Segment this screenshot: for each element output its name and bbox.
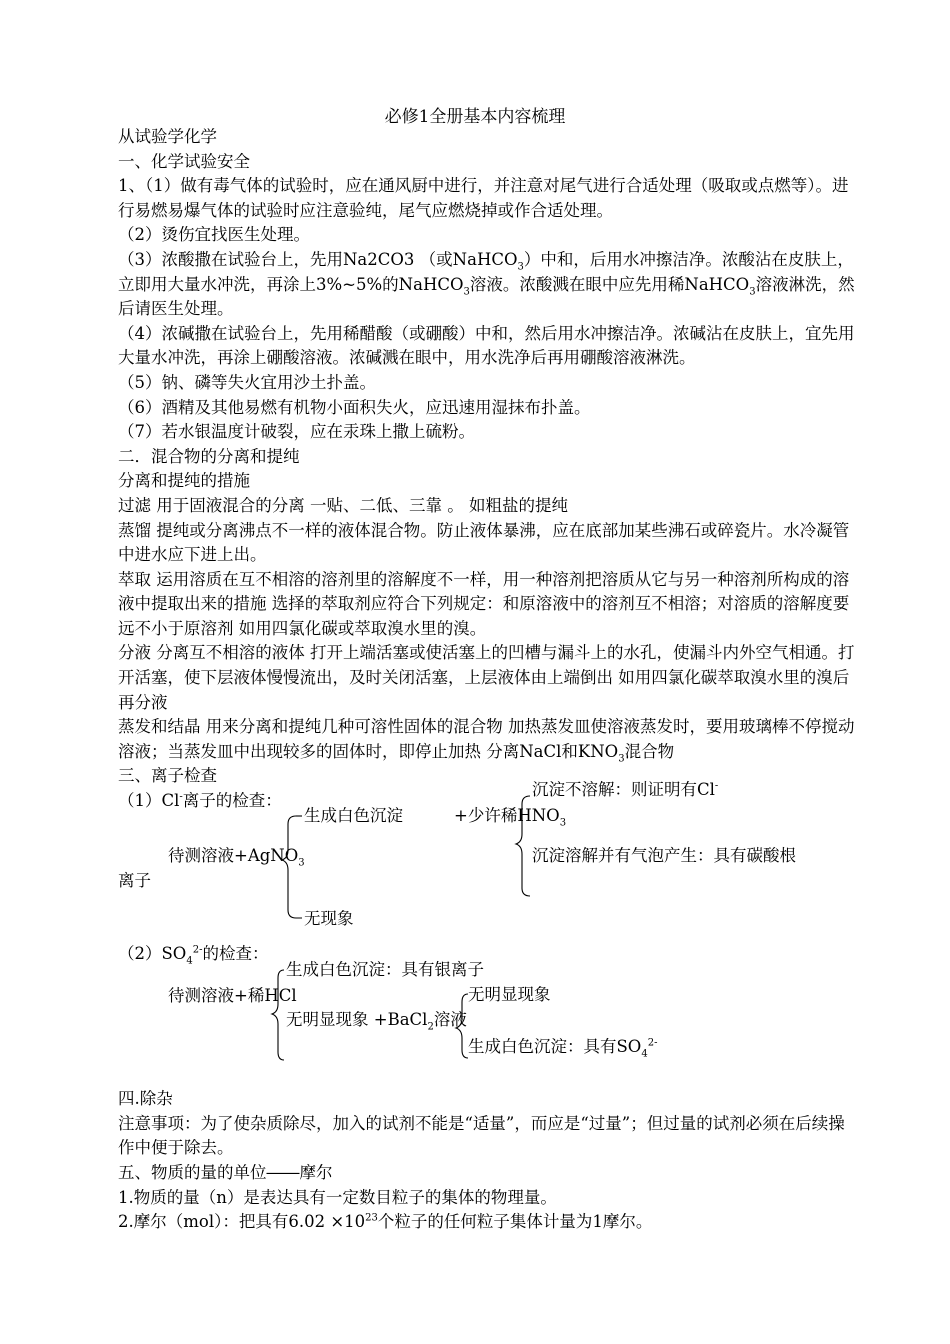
section-heading-ion-test: 三、离子检查 [118, 766, 217, 786]
cl-result-insoluble: 沉淀不溶解：则证明有Cl- [532, 779, 719, 799]
safety-item-3: （3）浓酸撒在试验台上，先用Na2CO3 （或NaHCO$_3$）中和，后用水冲擦洁净。浓酸沾在皮肤上，立即用大量水冲洗，再涂上3%~5%的NaHCO$_3$溶液。浓酸溅在眼中应先用稀NaHCO$_3$溶液淋洗，然后请医生处理。 [118, 249, 855, 319]
cl-test-brackets [118, 814, 858, 942]
cl-acid-step: +少许稀$HNO_3$ [454, 805, 567, 828]
cl-wrap-text: 离子 [118, 870, 151, 890]
method-filtration: 过滤 用于固液混合的分离 一贴、二低、三靠 。 如粗盐的提纯 [118, 495, 568, 515]
page-title: 必修1全册基本内容梳理 [384, 107, 566, 127]
method-evaporation: 蒸发和结晶 用来分离和提纯几种可溶性固体的混合物 加热蒸发皿使溶液蒸发时，要用玻璃棒不停搅动溶液；当蒸发皿中出现较多的固体时，即停止加热 分离NaCl和$KNO_3$混合物 [118, 717, 855, 765]
impurity-note: 注意事项：为了使杂质除尽，加入的试剂不能是“适量”，而应是“过量”；但过量的试剂必须在后续操作中便于除去。 [118, 1113, 845, 1158]
cl-test-label: （1）Cl-离子的检查： [118, 791, 282, 811]
subheading-methods: 分离和提纯的措施 [118, 471, 250, 491]
document-body [118, 125, 858, 1235]
safety-item-1: 1、（1）做有毒气体的试验时，应在通风厨中进行，并注意对尾气进行合适处理（吸取或点燃等）。进行易燃易爆气体的试验时应注意验纯，尾气应燃烧掉或作合适处理。 [118, 176, 849, 220]
cl-result-dissolves: 沉淀溶解并有气泡产生：具有碳酸根 [532, 845, 796, 865]
mole-item-2: 2.摩尔（mol）：把具有$6.02 \times 10^{23}$个粒子的任何粒子集体计量为1摩尔。 [118, 1212, 653, 1232]
mole-item-1: 1.物质的量（n）是表达具有一定数目粒子的集体的物理量。 [118, 1187, 557, 1207]
safety-item-6: （6）酒精及其他易燃有机物小面积失火，应迅速用湿抹布扑盖。 [118, 397, 591, 417]
section-heading-mole: 五、物质的量的单位――摩尔 [118, 1163, 333, 1182]
so4-reagent: 待测溶液+稀HCl [168, 986, 297, 1006]
so4-test-diagram [118, 960, 858, 1094]
so4-result-precipitate: 生成白色沉淀：具有$SO_4^{2-}$ [468, 1037, 658, 1060]
so4-branch-none: 无明显现象 +BaCl$_2$溶液 [286, 1010, 467, 1033]
so4-test-label: $(2)SO_4^{2-}$的检查： [118, 943, 269, 966]
method-distillation: 蒸馏 提纯或分离沸点不一样的液体混合物。防止液体暴沸，应在底部加某些沸石或碎瓷片。水冷凝管中进水应下进上出。 [118, 520, 850, 565]
method-liquid-separation: 分液 分离互不相溶的液体 打开上端活塞或使活塞上的凹槽与漏斗上的水孔，使漏斗内外空气相通。打开活塞，使下层液体慢慢流出，及时关闭活塞，上层液体由上端倒出 如用四氯化碳萃取溴水里的溴后再分液 [118, 643, 855, 712]
safety-item-5: （5）钠、磷等失火宜用沙土扑盖。 [118, 372, 376, 392]
cl-branch-precipitate: 生成白色沉淀 [304, 805, 403, 825]
section-heading-impurity: 四.除杂 [118, 1089, 173, 1109]
safety-item-7: （7）若水银温度计破裂，应在汞珠上撒上硫粉。 [118, 422, 475, 442]
section-heading-safety: 一、化学试验安全 [118, 151, 250, 171]
chapter-heading: 从试验学化学 [118, 127, 217, 146]
cl-branch-none: 无现象 [304, 908, 354, 928]
so4-result-none: 无明显现象 [468, 985, 551, 1005]
cl-reagent: 待测溶液+AgNO$_3$ [168, 845, 305, 868]
safety-item-4: （4）浓碱撒在试验台上，先用稀醋酸（或硼酸）中和，然后用水冲擦洁净。浓碱沾在皮肤上，宜先用大量水冲洗，再涂上硼酸溶液。浓碱溅在眼中，用水洗净后再用硼酸溶液淋洗。 [118, 323, 855, 368]
method-extraction: 萃取 运用溶质在互不相溶的溶剂里的溶解度不一样，用一种溶剂把溶质从它与另一种溶剂所构成的溶液中提取出来的措施 选择的萃取剂应符合下列规定：和原溶液中的溶剂互不相溶；对溶质的溶解度要远不小于原溶剂 如用四氯化碳或萃取溴水里的溴。 [118, 569, 850, 638]
so4-branch-precipitate: 生成白色沉淀：具有银离子 [286, 960, 484, 980]
section-heading-separation: 二．混合物的分离和提纯 [118, 446, 300, 466]
safety-item-2: （2）烫伤宜找医生处理。 [118, 225, 310, 245]
